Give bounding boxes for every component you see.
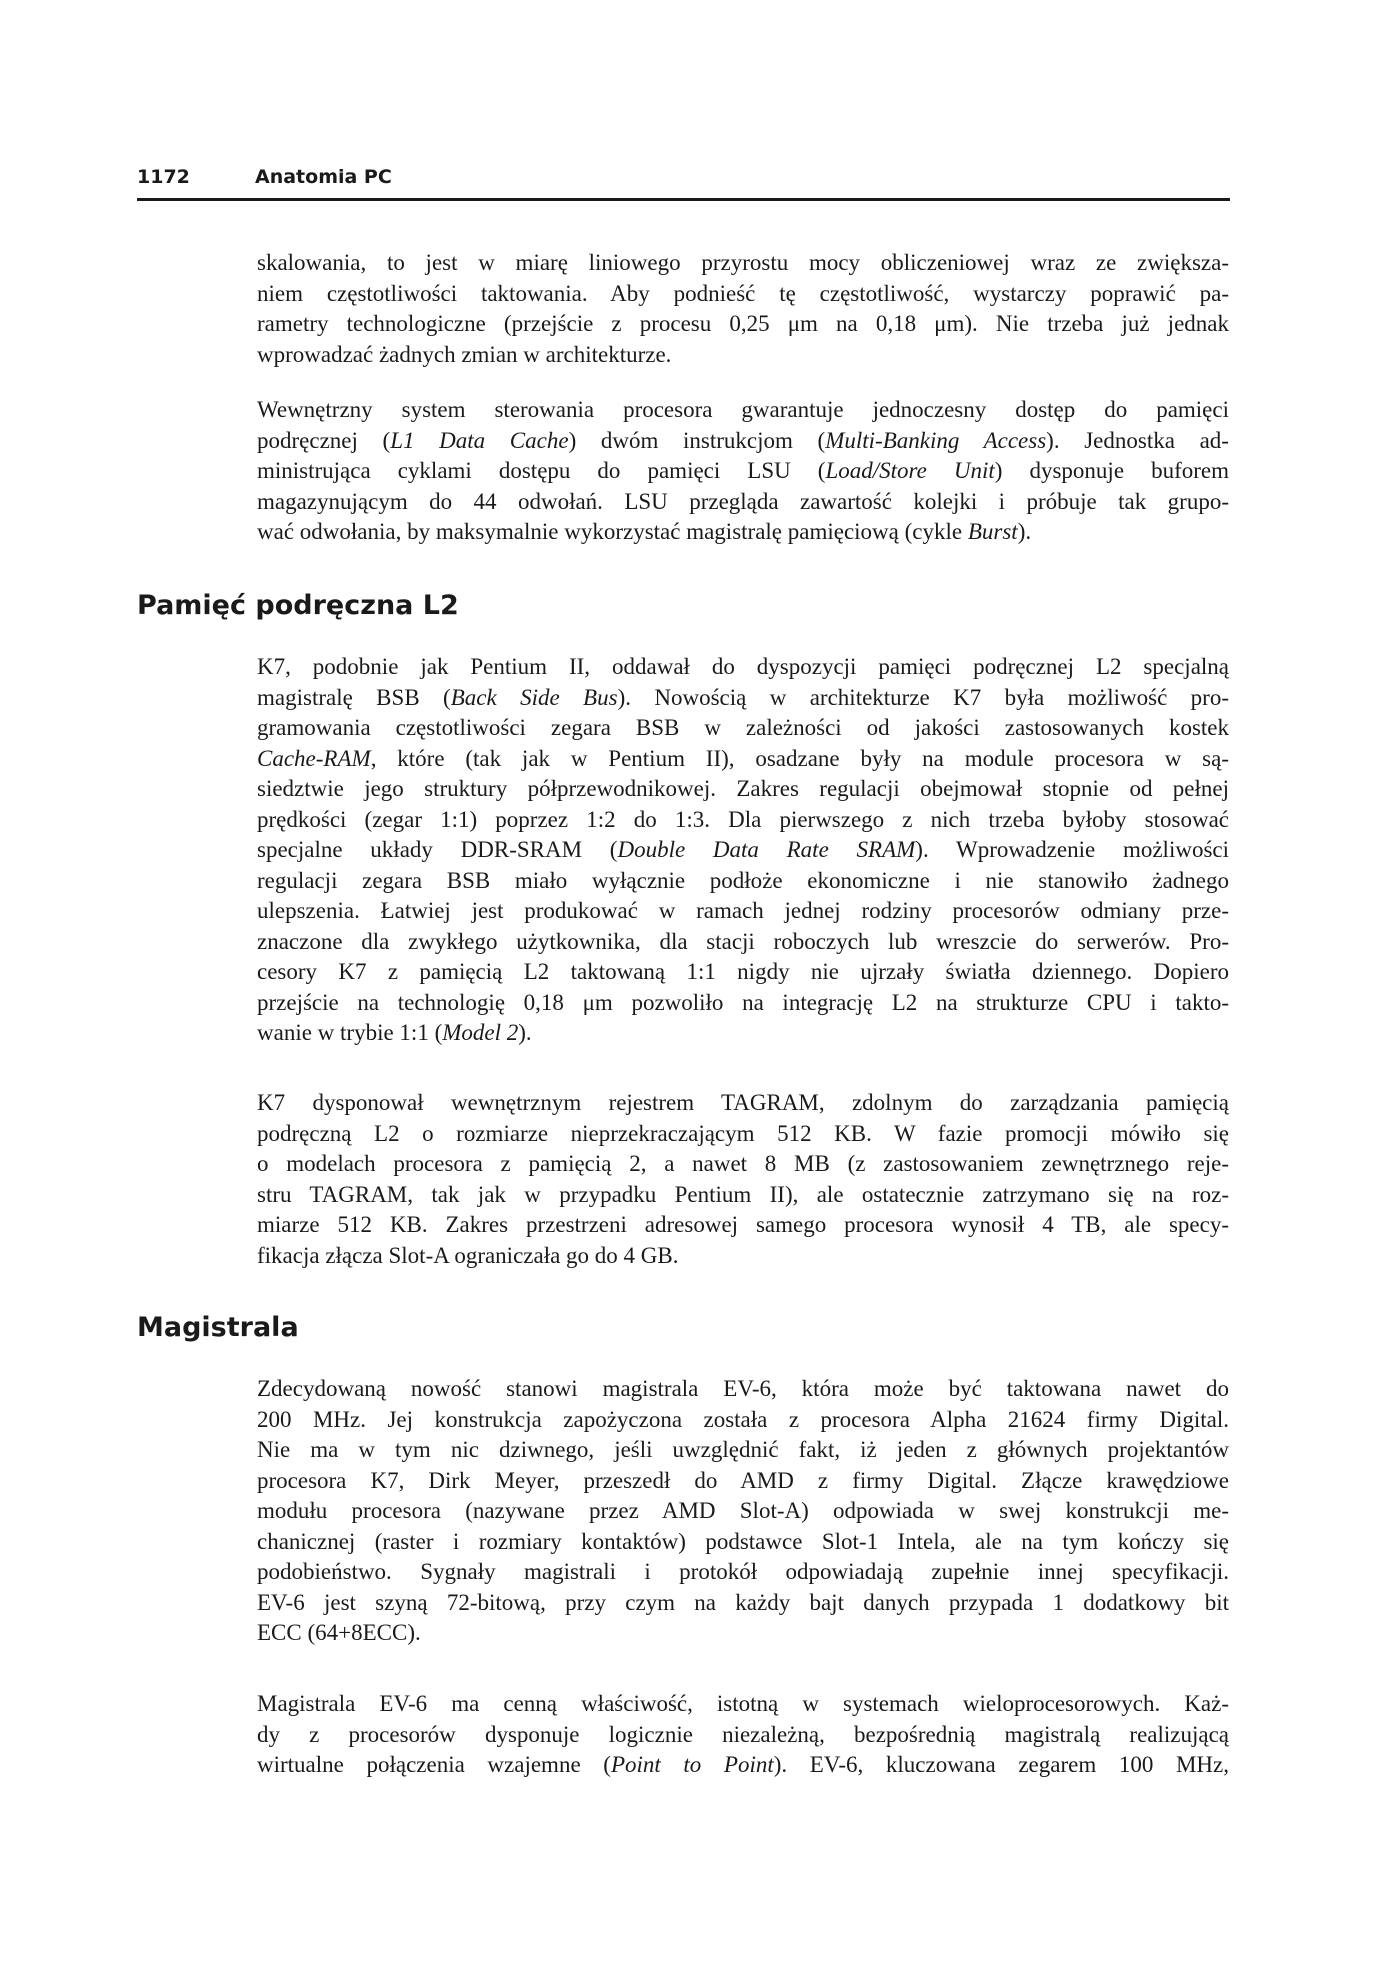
text-line: przejście na technologię 0,18 μm pozwoliło na integrację L2 na strukturze CPU i takto-	[257, 989, 1229, 1015]
text-line: ECC (64+8ECC).	[257, 1620, 421, 1645]
text-line: miarze 512 KB. Zakres przestrzeni adresowej samego procesora wynosił 4 TB, ale specy-	[257, 1212, 1229, 1237]
text-line: rametry technologiczne (przejście z procesu 0,25 μm na 0,18 μm). Nie trzeba już jednak	[257, 311, 1229, 336]
text-line: magazynującym do 44 odwołań. LSU przegląda zawartość kolejki i próbuje tak grupo-	[257, 488, 1229, 514]
text-line: Zdecydowaną nowość stanowi magistrala EV-6, która może być taktowana nawet do	[257, 1376, 1229, 1401]
running-title: Anatomia PC	[255, 166, 392, 188]
text-line: ministrująca cyklami dostępu do pamięci LSU (Load/Store Unit) dysponuje buforem	[257, 458, 1229, 483]
text-line: o modelach procesora z pamięcią 2, a nawet 8 MB (z zastosowaniem zewnętrznego reje-	[257, 1151, 1229, 1176]
section-heading-bus: Magistrala	[137, 1312, 299, 1343]
paragraph-control-system	[257, 395, 1229, 548]
text-line: skalowania, to jest w miarę liniowego przyrostu mocy obliczeniowej wraz ze zwiększa-	[257, 250, 1229, 275]
text-line: modułu procesora (nazywane przez AMD Slot-A) odpowiada w swej konstrukcji me-	[257, 1498, 1229, 1523]
text-line: wanie w trybie 1:1 (Model 2).	[257, 1020, 532, 1045]
paragraph-multiprocessor	[257, 1689, 1229, 1781]
paragraph-l2-cache	[257, 652, 1229, 1049]
text-line: chanicznej (raster i rozmiary kontaktów) podstawce Slot-1 Intela, ale na tym kończy się	[257, 1528, 1229, 1554]
text-line: podręcznej (L1 Data Cache) dwóm instrukcjom (Multi-Banking Access). Jednostka ad-	[257, 427, 1229, 453]
page-number: 1172	[137, 166, 190, 188]
text-line: podobieństwo. Sygnały magistrali i protokół odpowiadają zupełnie innej specyfikacji.	[257, 1559, 1229, 1584]
text-line: dy z procesorów dysponuje logicznie niezależną, bezpośrednią magistralą realizującą	[257, 1721, 1229, 1747]
text-line: EV-6 jest szyną 72-bitową, przy czym na każdy bajt danych przypada 1 dodatkowy bit	[257, 1589, 1229, 1615]
text-line: Nie ma w tym nic dziwnego, jeśli uwzględnić fakt, iż jeden z głównych projektantów	[257, 1437, 1229, 1462]
text-line: wirtualne połączenia wzajemne (Point to Point). EV-6, kluczowana zegarem 100 MHz,	[257, 1752, 1230, 1777]
text-line: prędkości (zegar 1:1) poprzez 1:2 do 1:3. Dla pierwszego z nich trzeba byłoby stosować	[257, 806, 1229, 832]
text-line: ulepszenia. Łatwiej jest produkować w ramach jednej rodziny procesorów odmiany prze-	[257, 898, 1229, 923]
text-line: podręczną L2 o rozmiarze nieprzekraczającym 512 KB. W fazie promocji mówiło się	[257, 1120, 1229, 1146]
text-line: procesora K7, Dirk Meyer, przeszedł do AMD z firmy Digital. Złącze krawędziowe	[257, 1467, 1229, 1493]
text-line: niem częstotliwości taktowania. Aby podnieść tę częstotliwość, wystarczy poprawić pa-	[257, 280, 1229, 306]
section-heading-l2-cache: Pamięć podręczna L2	[137, 590, 459, 621]
paragraph-scaling	[257, 248, 1229, 370]
text-line: K7, podobnie jak Pentium II, oddawał do dyspozycji pamięci podręcznej L2 specjalną	[257, 654, 1229, 679]
text-line: Cache-RAM, które (tak jak w Pentium II), osadzane były na module procesora w są-	[257, 745, 1229, 771]
paragraph-ev6-bus	[257, 1374, 1229, 1649]
text-line: Magistrala EV-6 ma cenną właściwość, istotną w systemach wieloprocesorowych. Każ-	[257, 1691, 1229, 1716]
text-line: K7 dysponował wewnętrznym rejestrem TAGRAM, zdolnym do zarządzania pamięcią	[257, 1090, 1229, 1115]
text-line: stru TAGRAM, tak jak w przypadku Pentium II), ale ostatecznie zatrzymano się na roz-	[257, 1181, 1229, 1207]
text-line: siedztwie jego struktury półprzewodnikowej. Zakres regulacji obejmował stopnie od pełnej	[257, 776, 1229, 801]
text-line: regulacji zegara BSB miało wyłącznie podłoże ekonomiczne i nie stanowiło żadnego	[257, 867, 1229, 893]
text-line: wać odwołania, by maksymalnie wykorzystać magistralę pamięciową (cykle Burst).	[257, 519, 1032, 544]
text-line: Wewnętrzny system sterowania procesora gwarantuje jednoczesny dostęp do pamięci	[257, 397, 1229, 422]
text-line: 200 MHz. Jej konstrukcja zapożyczona została z procesora Alpha 21624 firmy Digital.	[257, 1406, 1229, 1432]
text-line: specjalne układy DDR-SRAM (Double Data Rate SRAM). Wprowadzenie możliwości	[257, 837, 1229, 862]
text-line: wprowadzać żadnych zmian w architekturze.	[257, 341, 672, 367]
text-line: znaczone dla zwykłego użytkownika, dla stacji roboczych lub wreszcie do serwerów. Pro-	[257, 928, 1229, 954]
page-header	[137, 164, 1230, 201]
text-line: fikacja złącza Slot-A ograniczała go do 4 GB.	[257, 1242, 679, 1268]
text-line: cesory K7 z pamięcią L2 taktowaną 1:1 nigdy nie ujrzały światła dziennego. Dopiero	[257, 959, 1229, 984]
text-line: magistralę BSB (Back Side Bus). Nowością w architekturze K7 była możliwość pro-	[257, 684, 1229, 710]
paragraph-tagram	[257, 1088, 1229, 1271]
text-line: gramowania częstotliwości zegara BSB w zależności od jakości zastosowanych kostek	[257, 715, 1229, 740]
